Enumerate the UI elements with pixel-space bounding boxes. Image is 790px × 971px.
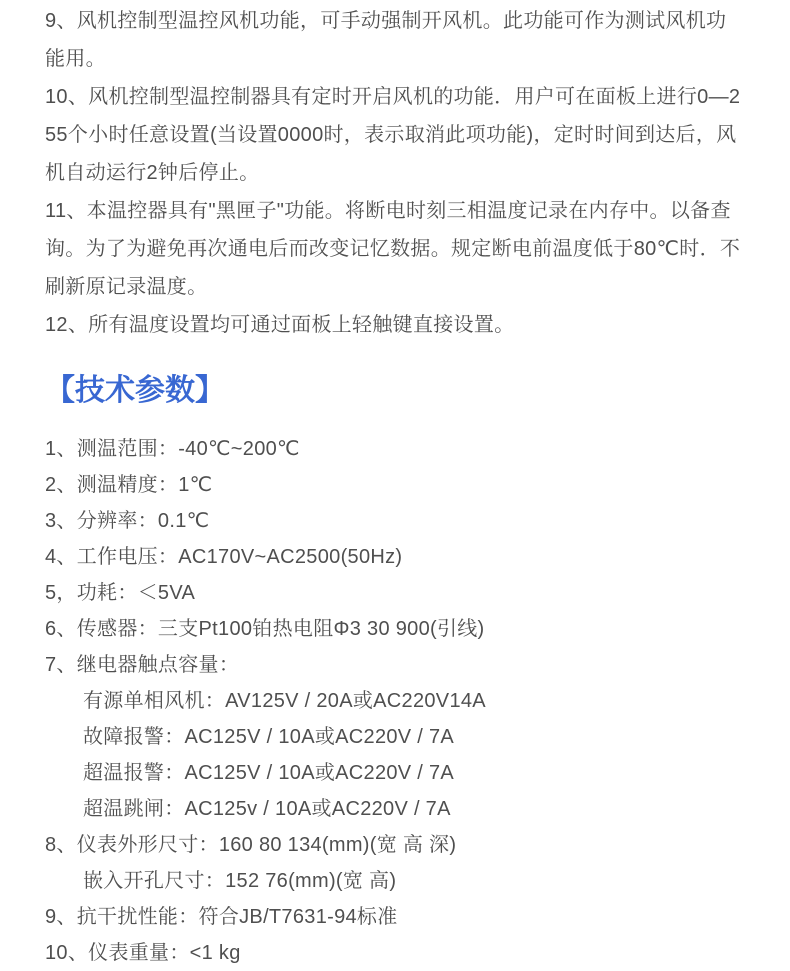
spec-line-overtemp-alarm: 超温报警：AC125V / 10A或AC220V / 7A [83, 762, 455, 784]
spec-line-weight: 10、仪表重量：<1 kg [45, 942, 241, 964]
spec-line-outline-dimensions: 8、仪表外形尺寸：160 80 134(mm)(宽 高 深) [45, 834, 457, 856]
spec-line-measuring-range: 1、测温范围：-40℃~200℃ [45, 438, 300, 460]
spec-line-relay-capacity: 7、继电器触点容量： [45, 654, 240, 676]
spec-line-sensor: 6、传感器：三支Pt100铂热电阻Φ3 30 900(引线) [45, 618, 485, 640]
feature-paragraph-9: 9、风机控制型温控风机功能，可手动强制开风机。此功能可作为测试风机功能用。 [45, 10, 727, 70]
spec-line-anti-interference: 9、抗干扰性能：符合JB/T7631-94标准 [45, 906, 398, 928]
spec-line-resolution: 3、分辨率：0.1℃ [45, 510, 210, 532]
spec-line-cutout-dimensions: 嵌入开孔尺寸：152 76(mm)(宽 高) [83, 870, 397, 892]
spec-line-overtemp-trip: 超温跳闸：AC125v / 10A或AC220V / 7A [83, 798, 451, 820]
spec-line-fan-output: 有源单相风机：AV125V / 20A或AC220V14A [83, 690, 486, 712]
features-section [45, 2, 746, 344]
feature-paragraph-11: 11、本温控器具有"黑匣子"功能。将断电时刻三相温度记录在内存中。以备查询。为了为避免再次通电后而改变记忆数据。规定断电前温度低于80℃时．不刷新原记录温度。 [45, 200, 741, 298]
section-title-technical-parameters: 【技术参数】 [45, 374, 225, 407]
spec-line-power-consumption: 5，功耗：＜5VA [45, 582, 196, 604]
specs-section [45, 431, 746, 971]
feature-paragraph-10: 10、风机控制型温控制器具有定时开启风机的功能．用户可在面板上进行0—255个小时任意设置(当设置0000时，表示取消此项功能)，定时时间到达后，风机自动运行2钟后停止。 [45, 86, 741, 184]
spec-line-fault-alarm: 故障报警：AC125V / 10A或AC220V / 7A [83, 726, 455, 748]
spec-line-working-voltage: 4、工作电压：AC170V~AC2500(50Hz) [45, 546, 403, 568]
feature-paragraph-12: 12、所有温度设置均可通过面板上轻触键直接设置。 [45, 314, 515, 336]
spec-line-accuracy: 2、测温精度：1℃ [45, 474, 213, 496]
